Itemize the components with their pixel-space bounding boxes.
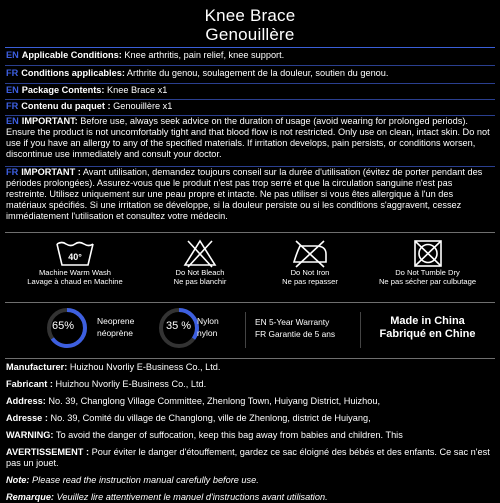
adresse-value: No. 39, Comité du village de Changlong, ville de Zhenlong, district de Huiyang, (50, 413, 371, 423)
care-label-fr: Ne pas blanchir (173, 277, 227, 286)
composition-bottom-divider (5, 358, 495, 359)
package-en-label: Package Contents: (21, 85, 105, 95)
address-row (6, 396, 496, 407)
do-not-tumble-dry-icon (411, 238, 445, 268)
origin-fr: Fabriqué en Chine (379, 328, 476, 340)
care-label-en: Machine Warm Wash (38, 268, 111, 277)
applicable-en-row (6, 50, 496, 61)
care-top-divider (5, 232, 495, 233)
address-value: No. 39, Changlong Village Committee, Zhenlong Town, Huiyang District, Huizhou, (48, 396, 380, 406)
care-label-en: Do Not Iron (290, 268, 330, 277)
divider (5, 99, 495, 100)
neoprene-label (97, 315, 134, 339)
applicable-fr-text: Arthrite du genou, soulagement de la douleur, soutien du genou. (126, 68, 389, 78)
divider (5, 65, 495, 66)
package-fr-text: Genouillère x1 (113, 101, 173, 111)
neoprene-percent: 65% (52, 320, 75, 332)
note-en-label: Note: (6, 475, 30, 485)
warning-fr-label: AVERTISSEMENT : (6, 447, 90, 457)
divider (245, 312, 246, 348)
applicable-fr-label: Conditions applicables: (21, 68, 125, 78)
warning-en-label: WARNING: (6, 430, 54, 440)
address-label: Address: (6, 396, 46, 406)
warning-en-row (6, 430, 496, 441)
important-en-text: Before use, always seek advice on the duration of usage (avoid wearing for prolonged periods). Ensure the product is not uncomfortably tight and that blood flow is not restricted. Only use on clean, intact skin. Do not use if you have an allergy to any of the specified materials. If irritation develops, pain persists, or conditions worsen, discontinue use immediately and consult your doctor. (6, 116, 490, 159)
care-item-bleach (145, 238, 255, 300)
nylon-en: Nylon (197, 316, 219, 326)
adresse-label: Adresse : (6, 413, 48, 423)
company-info (6, 362, 496, 503)
nylon-percent: 35 % (166, 320, 192, 332)
adresse-row (6, 413, 496, 424)
care-item-wash (5, 238, 145, 300)
nylon-ring (157, 306, 201, 350)
origin-block (365, 315, 490, 341)
lang-tag-en: EN (6, 85, 19, 95)
warning-en-text: To avoid the danger of suffocation, keep this bag away from babies and children. This (55, 430, 403, 440)
care-bottom-divider (5, 302, 495, 303)
package-en-text: Knee Brace x1 (107, 85, 168, 95)
important-fr-paragraph (6, 167, 494, 222)
title-divider (5, 47, 495, 48)
title-block (0, 6, 500, 44)
fabricant-value: Huizhou Nvorliy E-Business Co., Ltd. (55, 379, 207, 389)
nylon-label (197, 315, 219, 339)
package-en-row (6, 85, 496, 96)
divider (5, 83, 495, 84)
care-label-fr: Ne pas sécher par culbutage (378, 277, 477, 286)
care-label-fr: Lavage à chaud en Machine (27, 277, 123, 286)
care-item-iron (255, 238, 365, 300)
applicable-en-label: Applicable Conditions: (21, 50, 122, 60)
do-not-bleach-icon (182, 238, 218, 268)
note-fr-row (6, 492, 496, 503)
warning-fr-text: Pour éviter le danger d'étouffement, gardez ce sac éloigné des bébés et des enfants. Ce sac n'est pas un jouet. (6, 447, 490, 468)
warranty-fr: FR Garantie de 5 ans (255, 329, 336, 339)
warranty-block (255, 316, 335, 340)
applicable-en-text: Knee arthritis, pain relief, knee support. (124, 50, 285, 60)
care-label-en: Do Not Tumble Dry (395, 268, 460, 277)
manufacturer-value: Huizhou Nvorliy E-Business Co., Ltd. (69, 362, 221, 372)
care-instructions (5, 238, 495, 300)
composition-row (5, 306, 495, 354)
care-label-en: Do Not Bleach (175, 268, 225, 277)
lang-tag-fr: FR (6, 167, 19, 177)
note-en-text: Please read the instruction manual carefully before use. (32, 475, 259, 485)
note-fr-label: Remarque: (6, 492, 54, 502)
nylon-fr: nylon (197, 328, 218, 338)
package-fr-label: Contenu du paquet : (21, 101, 111, 111)
warning-fr-row (6, 447, 496, 469)
manufacturer-row (6, 362, 496, 373)
care-item-tumble (360, 238, 495, 300)
manufacturer-label: Manufacturer: (6, 362, 68, 372)
important-en-paragraph (6, 116, 494, 160)
care-label-fr: Ne pas repasser (282, 277, 338, 286)
fabricant-row (6, 379, 496, 390)
warranty-en: EN 5-Year Warranty (255, 317, 330, 327)
origin-en: Made in China (390, 315, 465, 327)
fabricant-label: Fabricant : (6, 379, 53, 389)
lang-tag-fr: FR (6, 68, 19, 78)
title-fr: Genouillère (205, 25, 295, 44)
important-en-label: IMPORTANT: (21, 116, 78, 126)
applicable-fr-row (6, 68, 496, 79)
wash-temp-label: 40° (68, 252, 82, 262)
title-en: Knee Brace (204, 6, 296, 25)
neoprene-ring (45, 306, 89, 350)
note-en-row (6, 475, 496, 486)
lang-tag-en: EN (6, 50, 19, 60)
lang-tag-en: EN (6, 116, 19, 126)
divider (360, 312, 361, 348)
neoprene-en: Neoprene (97, 316, 135, 326)
important-fr-label: IMPORTANT : (21, 167, 81, 177)
do-not-iron-icon (290, 238, 330, 268)
package-fr-row (6, 101, 496, 112)
note-fr-text: Veuillez lire attentivement le manuel d'instructions avant utilisation. (56, 492, 328, 502)
machine-wash-40-icon (54, 238, 96, 268)
lang-tag-fr: FR (6, 101, 19, 111)
neoprene-fr: néoprène (97, 328, 133, 338)
important-fr-text: Avant utilisation, demandez toujours conseil sur la durée d'utilisation (évitez de porter pendant des périodes prolongées). Assurez-vous que le produit n'est pas trop serré et que la circulation sanguine n'est pas restreinte. Utilisez uniquement sur une peau propre et intacte. Ne pas utiliser si vous êtes allergique à l'un des matériaux spécifiés. Si une irritation se développe, si la douleur persiste ou si les conditions s'aggravent, cessez immédiatement l'utilisation et consultez votre médecin. (6, 167, 483, 221)
